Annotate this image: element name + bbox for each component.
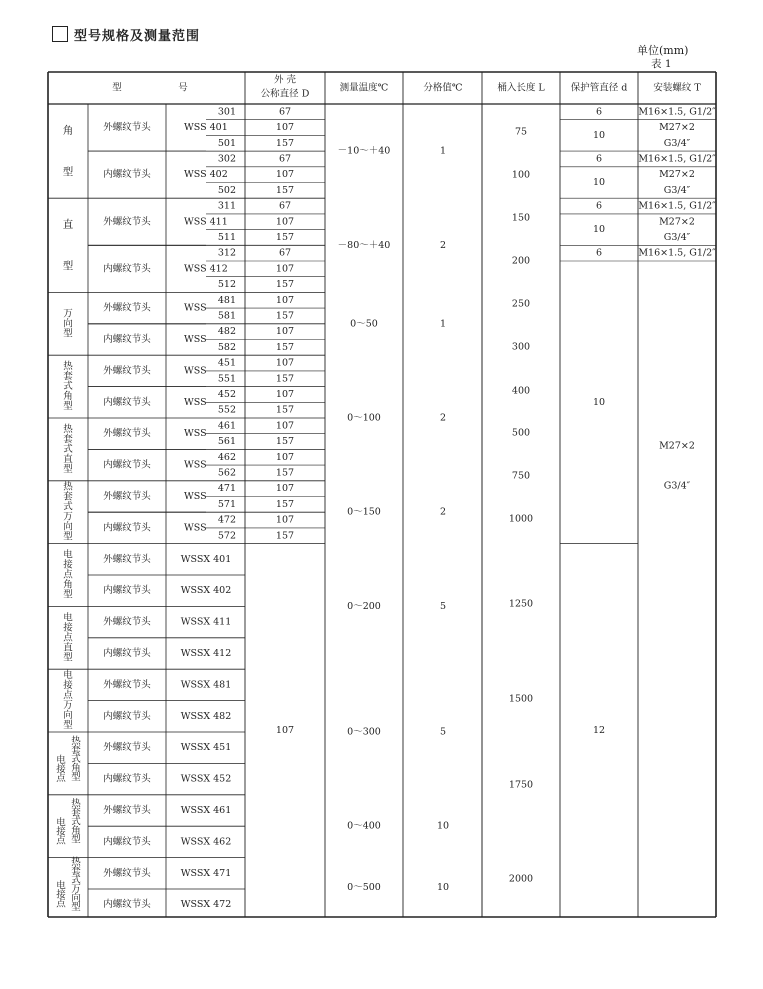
- subtype-label: 内螺纹节头: [103, 773, 151, 785]
- group-label: 式: [63, 501, 73, 513]
- group-label: 接: [56, 826, 66, 838]
- division-value: 2: [439, 239, 447, 251]
- model-number: 582: [217, 341, 236, 353]
- group-label: 直: [63, 642, 73, 654]
- model-number: 571: [217, 498, 236, 510]
- model-number: 312: [217, 247, 236, 259]
- col-header-temperature: 测量温度℃: [339, 82, 389, 94]
- model-wssx: WSSX 401: [180, 553, 232, 565]
- group-label: 热: [63, 361, 73, 373]
- model-wssx: WSSX 452: [180, 773, 232, 785]
- group-label: 电: [63, 549, 73, 561]
- model-number: 301: [217, 106, 236, 118]
- col-header-diameter: 外 壳: [273, 74, 297, 86]
- model-prefix: WSS: [184, 365, 207, 377]
- group-label: 热: [71, 857, 81, 868]
- group-label: 型: [71, 771, 81, 783]
- insertion-length: 2000: [508, 873, 534, 885]
- insertion-length: 1500: [508, 693, 534, 705]
- group-label: 接: [56, 889, 66, 901]
- subtype-label: 外螺纹节头: [103, 553, 151, 565]
- thread-spec: M16×1.5, G1/2″: [638, 200, 716, 212]
- model-number: 462: [217, 451, 236, 463]
- subtype-label: 内螺纹节头: [103, 334, 151, 345]
- subtype-label: 外螺纹节头: [103, 742, 151, 754]
- subtype-label: 内螺纹节头: [103, 899, 151, 911]
- model-prefix: WSS: [184, 459, 207, 471]
- group-label: 型: [63, 589, 73, 601]
- protection-diameter: 10: [592, 396, 606, 408]
- group-label: 角: [63, 579, 73, 591]
- thread-spec: M16×1.5, G1/2″: [638, 153, 716, 165]
- model-number: 452: [217, 388, 236, 400]
- diameter-value: 107: [275, 294, 295, 306]
- division-value: 5: [439, 726, 447, 738]
- group-label: 角: [71, 825, 81, 837]
- model-prefix: WSS: [184, 396, 207, 408]
- group-label: 型: [63, 401, 73, 413]
- subtype-label: 外螺纹节头: [103, 679, 151, 691]
- thread-spec: M27×2: [659, 440, 695, 452]
- model-number: 562: [217, 467, 236, 479]
- subtype-label: 外螺纹节头: [103, 491, 151, 502]
- group-label: 角: [62, 124, 74, 137]
- model-prefix: WSS 401: [184, 122, 228, 134]
- model-number: 472: [217, 514, 236, 526]
- protection-diameter: 10: [592, 224, 606, 236]
- diameter-value: 107: [275, 514, 295, 526]
- protection-diameter: 12: [592, 724, 606, 736]
- unit-label: 单位(mm): [637, 44, 689, 57]
- group-label: 型: [71, 834, 81, 846]
- subtype-label: 内螺纹节头: [103, 648, 151, 659]
- group-label: 向: [63, 318, 73, 330]
- page-title: 型号规格及测量范围: [74, 29, 201, 44]
- diameter-value: 107: [275, 169, 295, 181]
- group-label: 型: [63, 463, 73, 475]
- model-wssx: WSSX 451: [180, 742, 232, 754]
- model-prefix: WSS: [184, 334, 207, 345]
- group-label: 套: [71, 744, 81, 756]
- group-label: 向: [63, 710, 73, 722]
- temperature-range: 0～50: [350, 318, 378, 330]
- model-prefix: WSS 411: [184, 216, 228, 228]
- thread-spec: G3/4″: [663, 231, 691, 243]
- subtype-label: 内螺纹节头: [103, 585, 151, 597]
- model-prefix: WSS: [184, 522, 207, 534]
- model-prefix: WSS 402: [184, 169, 228, 181]
- protection-diameter: 10: [592, 177, 606, 188]
- group-label: 接: [63, 622, 73, 634]
- temperature-range: －10～＋40: [337, 145, 391, 157]
- model-wssx: WSSX 462: [180, 836, 232, 848]
- group-label: 套: [63, 371, 73, 383]
- model-number: 561: [217, 436, 236, 448]
- group-label: 点: [56, 835, 66, 847]
- group-label: 电: [63, 670, 73, 682]
- model-wssx: WSSX 402: [180, 585, 232, 597]
- model-number: 512: [217, 279, 236, 291]
- diameter-value: 157: [275, 310, 295, 322]
- thread-spec: M16×1.5, G1/2″: [638, 247, 716, 259]
- group-label: 万: [63, 511, 73, 523]
- thread-spec: G3/4″: [663, 480, 691, 492]
- group-label: 向: [71, 893, 81, 904]
- group-label: 点: [56, 772, 66, 784]
- col-header-diameter: 公称直径 D: [260, 88, 310, 100]
- group-label: 型: [63, 328, 73, 340]
- group-label: 直: [62, 218, 74, 231]
- model-number: 501: [217, 137, 236, 149]
- temperature-range: 0～400: [347, 820, 381, 832]
- model-prefix: WSS: [184, 428, 207, 440]
- col-header-model-a: 型: [112, 82, 122, 94]
- model-number: 552: [217, 404, 236, 416]
- diameter-value: 157: [275, 231, 295, 243]
- group-label: 万: [71, 884, 81, 895]
- group-label: 接: [63, 559, 73, 571]
- group-label: 型: [62, 260, 74, 273]
- col-header-length: 桶入长度 L: [497, 82, 545, 94]
- group-label: 电: [63, 612, 73, 624]
- model-number: 302: [217, 153, 236, 165]
- model-number: 502: [217, 184, 236, 196]
- group-label: 热: [63, 423, 73, 435]
- group-label: 接: [63, 680, 73, 692]
- group-label: 热: [71, 735, 81, 747]
- diameter-value: 67: [278, 247, 292, 259]
- group-label: 型: [62, 165, 74, 178]
- insertion-length: 1750: [508, 779, 534, 791]
- subtype-label: 内螺纹节头: [103, 396, 151, 408]
- group-label: 接: [56, 763, 66, 775]
- temperature-range: 0～300: [347, 726, 381, 738]
- group-label: 套: [63, 491, 73, 503]
- diameter-value: 157: [275, 184, 295, 196]
- model-wssx: WSSX 461: [180, 805, 232, 816]
- diameter-value: 157: [275, 498, 295, 510]
- subtype-label: 外螺纹节头: [103, 867, 151, 879]
- group-label: 型: [63, 531, 73, 543]
- group-label: 套: [63, 433, 73, 445]
- temperature-range: 0～150: [347, 506, 381, 518]
- subtype-label: 外螺纹节头: [103, 122, 151, 134]
- model-number: 481: [217, 294, 236, 306]
- model-number: 572: [217, 530, 236, 542]
- group-label: 套: [71, 866, 81, 877]
- diameter-value: 107: [275, 388, 295, 400]
- model-wssx: WSSX 412: [180, 648, 232, 659]
- division-value: 10: [436, 881, 450, 893]
- diameter-value: 107: [275, 216, 295, 228]
- group-label: 型: [71, 902, 81, 913]
- subtype-label: 外螺纹节头: [103, 216, 151, 228]
- col-header-model-b: 号: [178, 82, 188, 94]
- group-label: 热: [63, 481, 73, 493]
- insertion-length: 1250: [508, 598, 534, 610]
- diameter-value: 107: [275, 451, 295, 463]
- group-label: 式: [71, 753, 81, 765]
- group-label: 式: [71, 875, 81, 886]
- group-label: 角: [71, 762, 81, 774]
- group-label: 直: [63, 453, 73, 465]
- subtype-label: 内螺纹节头: [103, 169, 151, 181]
- diameter-value: 67: [278, 153, 292, 165]
- temperature-range: 0～200: [347, 600, 381, 612]
- model-wssx: WSSX 411: [180, 616, 232, 628]
- thread-spec: G3/4″: [663, 137, 691, 149]
- subtype-label: 内螺纹节头: [103, 710, 151, 722]
- subtype-label: 内螺纹节头: [103, 836, 151, 848]
- group-label: 电: [56, 754, 66, 766]
- insertion-length: 400: [511, 385, 531, 397]
- group-label: 式: [63, 381, 73, 393]
- insertion-length: 300: [511, 341, 531, 353]
- insertion-length: 750: [511, 470, 531, 482]
- group-label: 点: [56, 898, 66, 910]
- protection-diameter: 6: [595, 200, 603, 212]
- diameter-value: 157: [275, 137, 295, 149]
- group-label: 角: [63, 391, 73, 403]
- protection-diameter: 6: [595, 106, 603, 118]
- group-label: 热: [71, 798, 81, 810]
- diameter-value: 67: [278, 200, 292, 212]
- model-number: 581: [217, 310, 236, 322]
- subtype-label: 外螺纹节头: [103, 805, 151, 816]
- temperature-range: 0～500: [347, 881, 381, 893]
- insertion-length: 150: [511, 212, 531, 224]
- thread-spec: G3/4″: [663, 184, 691, 196]
- model-prefix: WSS: [184, 491, 207, 502]
- group-label: 型: [63, 652, 73, 664]
- temperature-range: 0～100: [347, 412, 381, 424]
- diameter-value: 157: [275, 467, 295, 479]
- subtype-label: 内螺纹节头: [103, 263, 151, 275]
- diameter-value: 157: [275, 530, 295, 542]
- insertion-length: 75: [514, 126, 528, 138]
- division-value: 5: [439, 600, 447, 612]
- group-label: 式: [71, 816, 81, 828]
- diameter-value: 107: [275, 724, 295, 736]
- division-value: 2: [439, 506, 447, 518]
- group-label: 电: [56, 817, 66, 829]
- protection-diameter: 6: [595, 153, 603, 165]
- diameter-value: 107: [275, 326, 295, 338]
- diameter-value: 107: [275, 263, 295, 275]
- thread-spec: M16×1.5, G1/2″: [638, 106, 716, 118]
- group-label: 点: [63, 690, 73, 702]
- model-wssx: WSSX 472: [180, 899, 232, 911]
- diameter-value: 157: [275, 373, 295, 385]
- model-wssx: WSSX 471: [180, 867, 232, 879]
- col-header-thread: 安装螺纹 T: [653, 82, 701, 94]
- table-number: 表 1: [651, 58, 672, 70]
- group-label: 电: [56, 880, 66, 892]
- model-prefix: WSS 412: [184, 263, 228, 275]
- protection-diameter: 6: [595, 247, 603, 259]
- division-value: 10: [436, 820, 450, 832]
- thread-spec: M27×2: [659, 216, 695, 228]
- division-value: 2: [439, 412, 447, 424]
- insertion-length: 100: [511, 169, 531, 181]
- subtype-label: 外螺纹节头: [103, 616, 151, 628]
- subtype-label: 内螺纹节头: [103, 522, 151, 534]
- diameter-value: 107: [275, 122, 295, 134]
- insertion-length: 200: [511, 255, 531, 267]
- diameter-value: 157: [275, 436, 295, 448]
- diameter-value: 107: [275, 357, 295, 369]
- model-wssx: WSSX 482: [180, 710, 232, 722]
- group-label: 点: [63, 569, 73, 581]
- protection-diameter: 10: [592, 129, 606, 141]
- model-number: 461: [217, 420, 236, 432]
- insertion-length: 500: [511, 427, 531, 439]
- group-label: 式: [63, 443, 73, 455]
- diameter-value: 67: [278, 106, 292, 118]
- group-label: 型: [63, 720, 73, 732]
- subtype-label: 外螺纹节头: [103, 302, 151, 314]
- subtype-label: 外螺纹节头: [103, 365, 151, 377]
- temperature-range: －80～＋40: [337, 239, 391, 251]
- group-label: 套: [71, 807, 81, 819]
- diameter-value: 157: [275, 404, 295, 416]
- diameter-value: 157: [275, 279, 295, 291]
- model-prefix: WSS: [184, 302, 207, 314]
- group-label: 万: [63, 308, 73, 320]
- diameter-value: 157: [275, 341, 295, 353]
- thread-spec: M27×2: [659, 169, 695, 181]
- model-number: 451: [217, 357, 236, 369]
- diameter-value: 107: [275, 483, 295, 495]
- group-label: 万: [63, 700, 73, 712]
- subtype-label: 内螺纹节头: [103, 459, 151, 471]
- insertion-length: 250: [511, 298, 531, 310]
- thread-spec: M27×2: [659, 122, 695, 134]
- subtype-label: 外螺纹节头: [103, 428, 151, 440]
- col-header-protection: 保护管直径 d: [570, 82, 628, 94]
- model-number: 471: [217, 483, 236, 495]
- model-number: 551: [217, 373, 236, 385]
- model-number: 311: [217, 200, 236, 212]
- insertion-length: 1000: [508, 513, 534, 525]
- division-value: 1: [439, 318, 447, 330]
- division-value: 1: [439, 145, 447, 157]
- col-header-division: 分格值℃: [423, 82, 463, 94]
- model-wssx: WSSX 481: [180, 679, 232, 691]
- model-number: 482: [217, 326, 236, 338]
- group-label: 点: [63, 632, 73, 644]
- diameter-value: 107: [275, 420, 295, 432]
- group-label: 向: [63, 521, 73, 533]
- model-number: 511: [217, 231, 236, 243]
